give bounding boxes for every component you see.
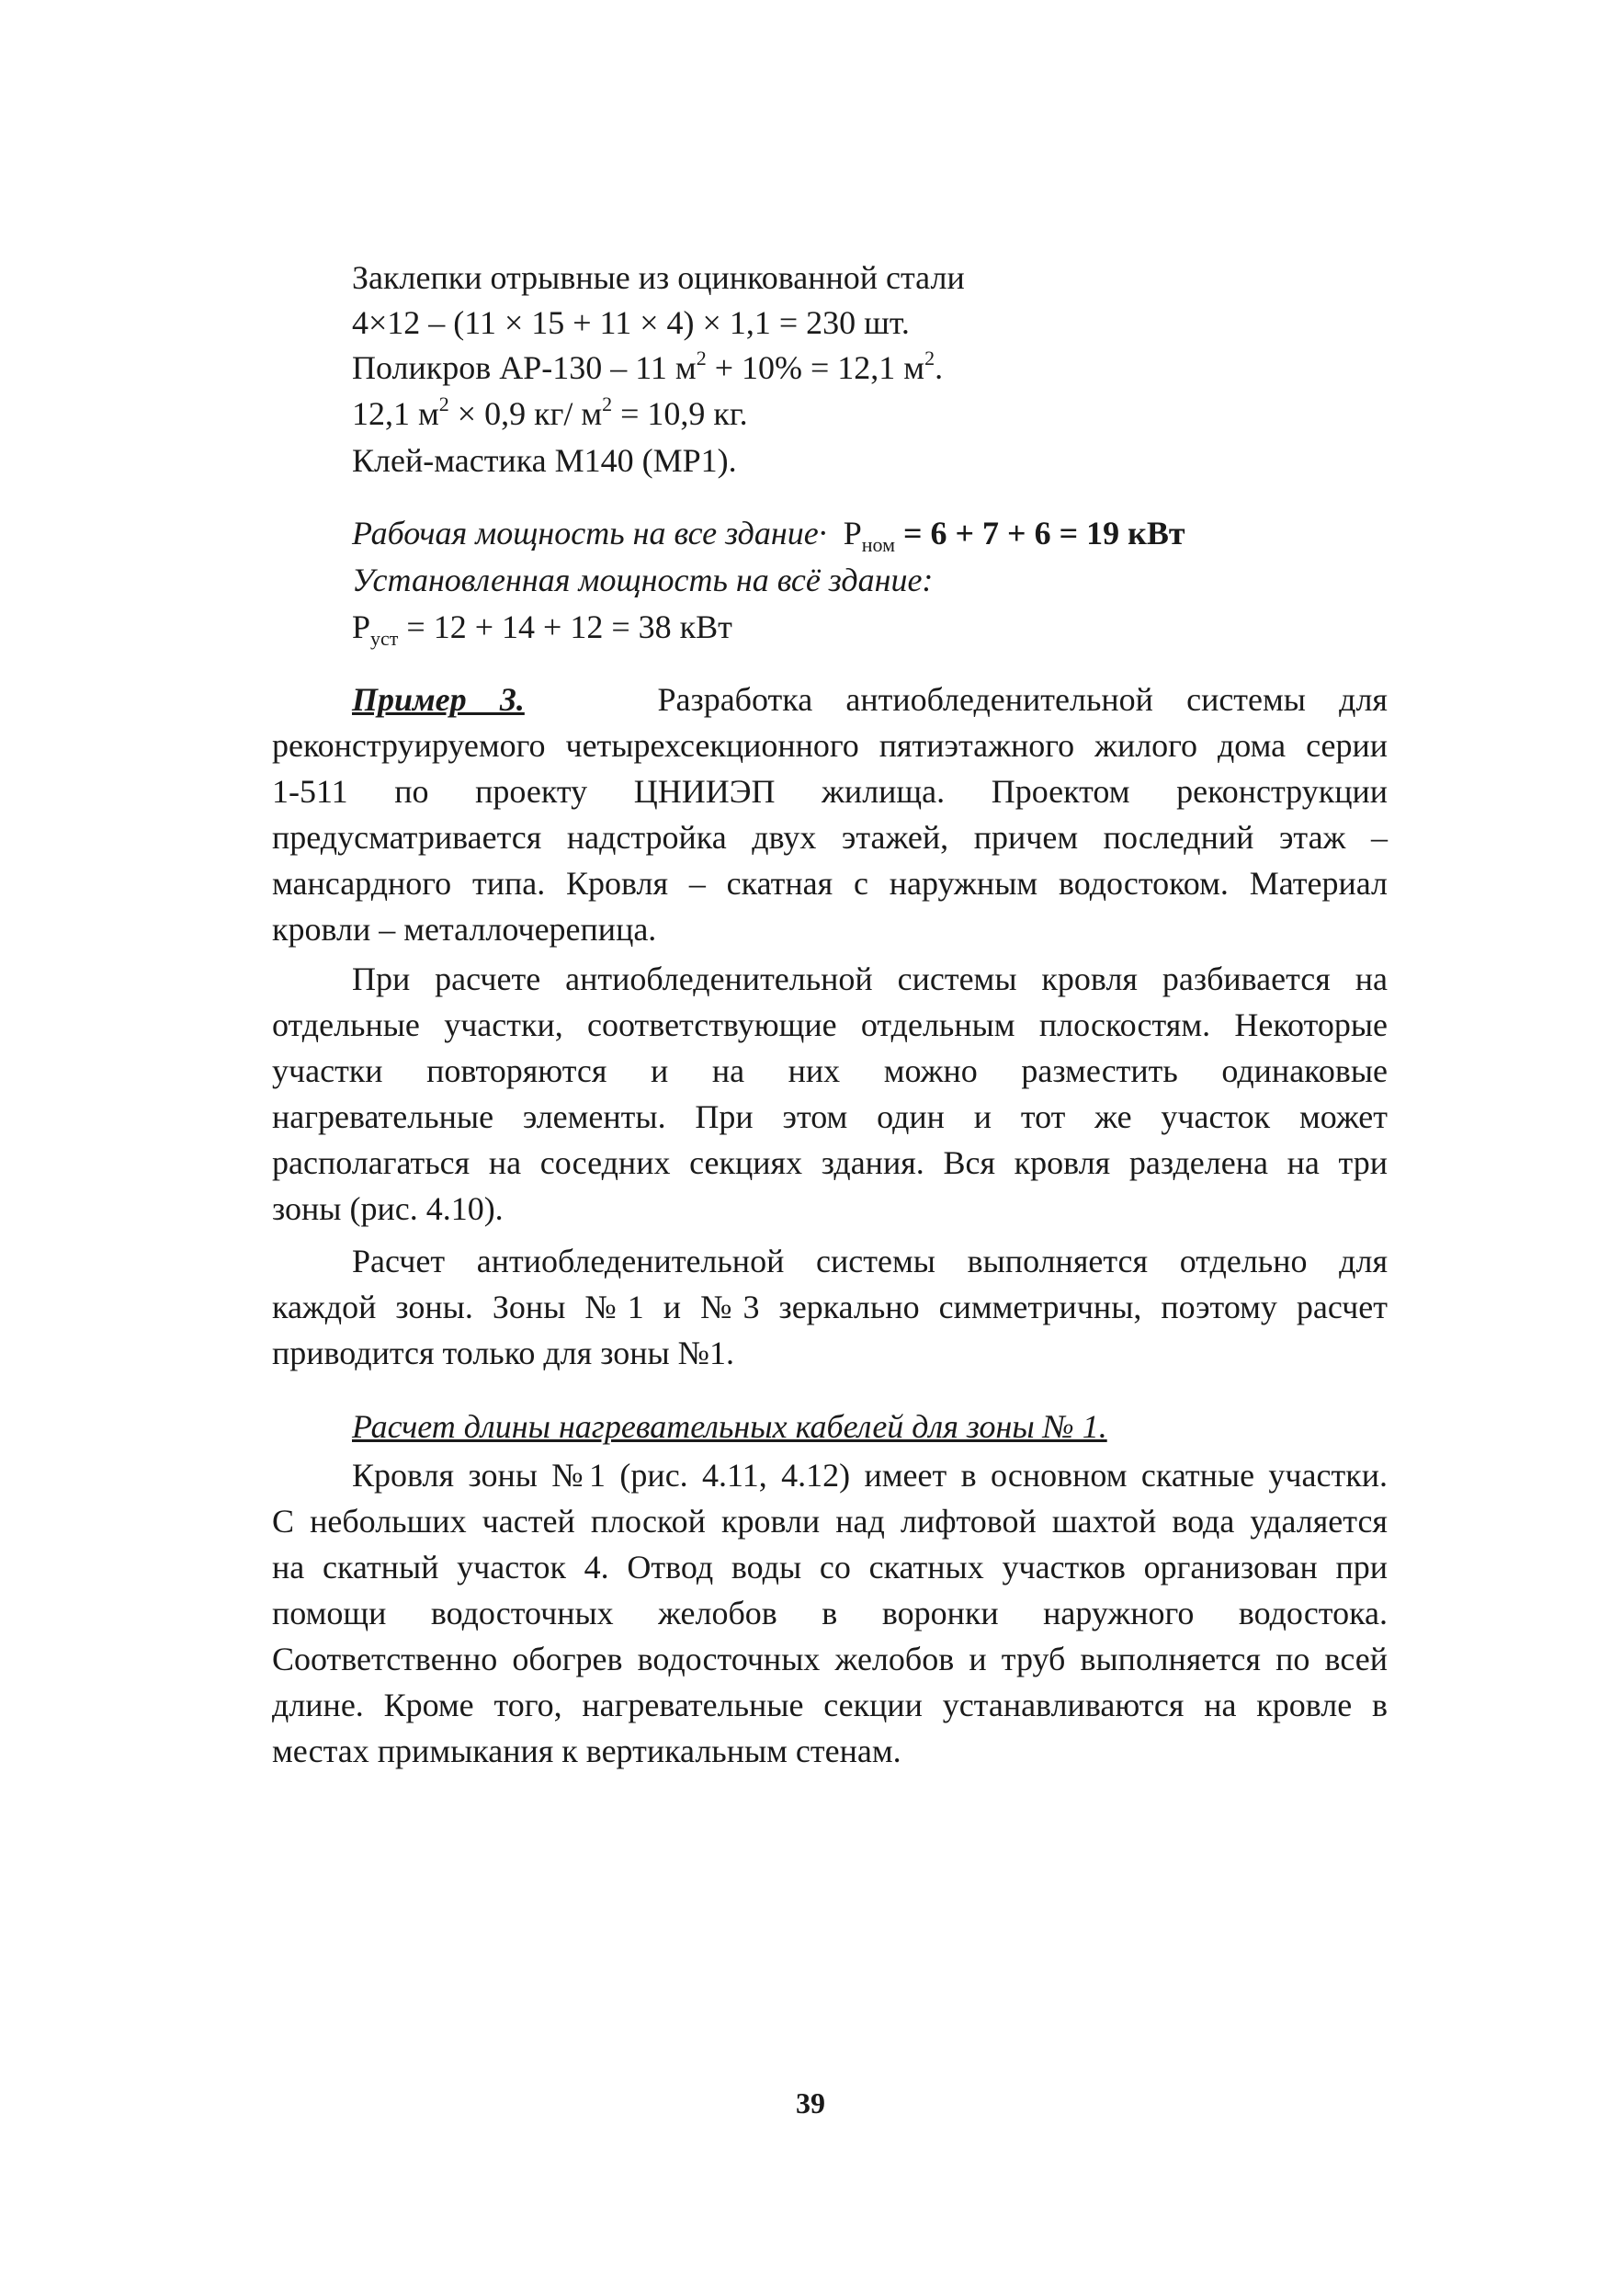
materials-line-4: 12,1 $м^2 \times 0,9$ кг/ $м^2 = 10,9$ кг. (352, 392, 748, 432)
section-heading: Расчет длины нагревательных кабелей для зоны № 1. (352, 1408, 1107, 1445)
materials-line-2: 4×12 – (11 × 15 + 11 × 4) × 1,1 = 230 шт. (352, 304, 910, 341)
materials-line-1: Заклепки отрывные из оцинкованной стали (352, 259, 965, 296)
materials-line-3: Поликров АР-130 – 11 $м^2 + 10\% = 12,1$ $м^2$. (352, 347, 944, 386)
page-number: 39 (796, 2086, 825, 2120)
working-power-line: Рабочая мощность на все здание· $P_{ном} = 6 + 7 + 6 = 19$ кВт (352, 515, 1185, 557)
example-paragraph-2: При расчете антиобледенительной системы кровля разбивается на отдельные участки, соответствующие отдельным плоскостям. Некоторые участки повторяются и на них можно разместить одинаковые нагревательные элементы. При этом один и тот же участок может располагаться на соседних секциях здания. Вся кровля разделена на три зоны (рис. 4.10). (272, 960, 1388, 1227)
example-heading: Пример 3. (352, 681, 525, 718)
installed-power-label: Установленная мощность на всё здание: (352, 562, 934, 598)
section-paragraph: Кровля зоны №1 (рис. 4.11, 4.12) имеет в основном скатные участки. С небольших частей плоской кровли над лифтовой шахтой вода удаляется на скатный участок 4. Отвод воды со скатных участков организован при помощи водосточных желобов в воронки наружного водостока. Соответственно обогрев водосточных желобов и труб выполняется по всей длине. Кроме того, нагревательные секции устанавливаются на кровле в местах примыкания к вертикальным стенам. (272, 1457, 1388, 1769)
materials-line-5: Клей-мастика М140 (МР1). (352, 442, 737, 479)
example-paragraph-3: Расчет антиобледенительной системы выполняется отдельно для каждой зоны. Зоны №1 и №3 зеркально симметричны, поэтому расчет приводится только для зоны №1. (272, 1243, 1388, 1371)
example-paragraph-1: Пример 3. Разработка антиобледенительной системы для реконструируемого четырехсекционного пятиэтажного жилого дома серии 1-511 по проекту ЦНИИЭП жилища. Проектом реконструкции предусматривается надстройка двух этажей, причем последний этаж – мансардного типа. Кровля – скатная с наружным водостоком. Материал кровли – металлочерепица. (272, 681, 1388, 948)
installed-power-line: $P_{уст} = 12 + 14 + 12 = 38$ кВт (352, 608, 732, 651)
